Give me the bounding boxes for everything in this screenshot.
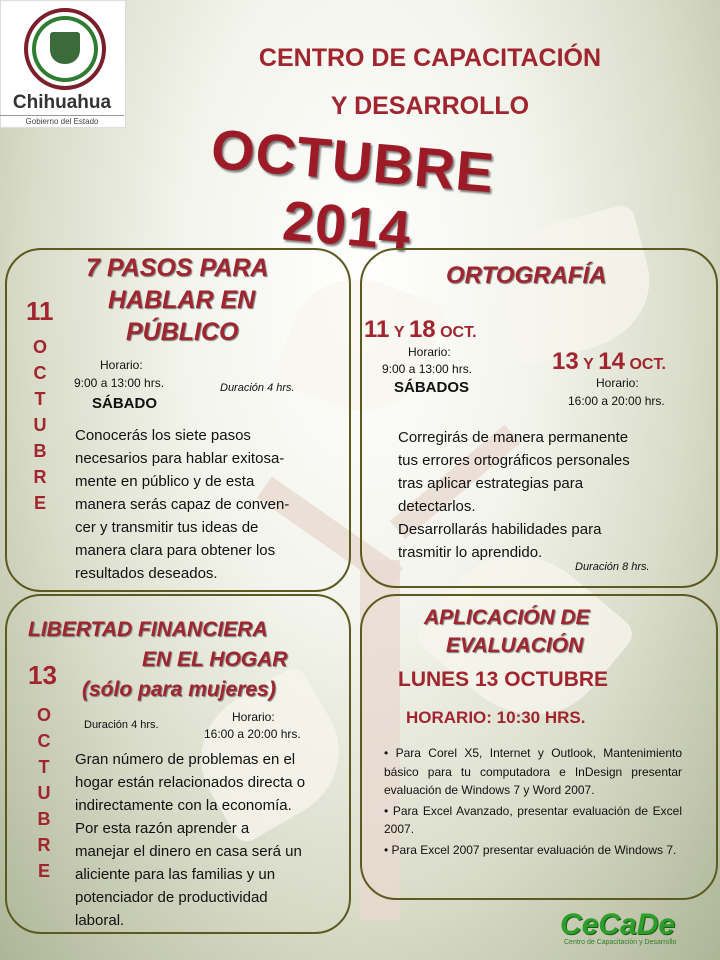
evaluation-date: LUNES 13 OCTUBRE: [398, 668, 609, 691]
center-title-line2: Y DESARROLLO: [330, 92, 530, 120]
cecade-logo: CeCaDe: [560, 908, 676, 941]
course1-title-line3: PÚBLICO: [126, 318, 239, 346]
course3-title-line1: LIBERTAD FINANCIERA: [28, 618, 268, 641]
evaluation-bullets: [384, 744, 682, 861]
evaluation-horario: HORARIO: 10:30 HRS.: [406, 708, 586, 727]
course3-day: 13: [28, 660, 57, 690]
course3-description: Gran número de problemas en el hogar están relacionados directa o indirectamente con la economía. Por esta razón aprender a manejar el dinero en casa será un aliciente para las familias y un potenciador de productividad laboral.: [75, 751, 306, 929]
course4-title-line1: APLICACIÓN DE: [424, 606, 590, 629]
course2-horario2-label: Horario:: [596, 376, 639, 390]
evaluation-bullet: • Para Corel X5, Internet y Outlook, Mantenimiento básico para tu computadora e InDesign presentar evaluación de Windows 7 y Word 2007.: [384, 746, 682, 797]
course3-duration: Duración 4 hrs.: [84, 719, 159, 731]
course3-title-line2: EN EL HOGAR: [142, 648, 288, 671]
course1-duration: Duración 4 hrs.: [220, 382, 295, 394]
logo-name: Chihuahua: [12, 92, 112, 113]
course1-description: Conocerás los siete pasos necesarios para hablar exitosa- mente en público y de esta manera serás capaz de conven- cer y transmitir tus ideas de manera clara para obtener los resultados deseados.: [75, 427, 290, 582]
course2-duration: Duración 8 hrs.: [575, 561, 650, 573]
course1-day: 11: [26, 296, 54, 326]
course2-description: Corregirás de manera permanente tus errores ortográficos personales tras aplicar estrategias para detectarlos. Desarrollarás habilidades para trasmitir lo aprendido.: [398, 429, 630, 561]
chihuahua-logo: [0, 0, 126, 128]
course2-horario1-label: Horario:: [408, 345, 451, 359]
center-title-line1: CENTRO DE CAPACITACIÓN: [258, 44, 602, 72]
course3-title-line3: (sólo para mujeres): [82, 678, 276, 701]
evaluation-bullet: • Para Excel 2007 presentar evaluación de Windows 7.: [384, 842, 677, 857]
course1-weekday: SÁBADO: [92, 395, 158, 412]
cecade-logo-subtitle: Centro de Capacitación y Desarrollo: [564, 939, 677, 946]
course3-horario: 16:00 a 20:00 hrs.: [204, 727, 301, 741]
course1-title-line2: HABLAR EN: [108, 286, 256, 314]
logo-subtitle: Gobierno del Estado: [0, 115, 124, 126]
course1-title-line1: 7 PASOS PARA: [86, 254, 269, 282]
state-seal-icon: [24, 8, 106, 90]
course3-horario-label: Horario:: [232, 710, 275, 724]
course4-title-line2: EVALUACIÓN: [446, 634, 584, 657]
course3-month-vertical: O C T U B R E: [36, 705, 51, 881]
evaluation-bullet: • Para Excel Avanzado, presentar evaluación de Excel 2007.: [384, 803, 682, 836]
course1-month-vertical: O C T U B R E: [32, 337, 47, 513]
course2-weekday: SÁBADOS: [394, 379, 470, 396]
course1-horario: 9:00 a 13:00 hrs.: [74, 376, 165, 390]
course1-horario-label: Horario:: [100, 358, 143, 372]
course2-date2: 13 Y 14 OCT.: [552, 348, 666, 375]
course2-title: ORTOGRAFÍA: [446, 262, 607, 289]
course2-horario2: 16:00 a 20:00 hrs.: [568, 394, 665, 408]
course2-date1: 11 Y 18 OCT.: [364, 316, 477, 343]
month-heading: OCTUBRE 2014: [208, 116, 497, 263]
course2-horario1: 9:00 a 13:00 hrs.: [382, 362, 473, 376]
